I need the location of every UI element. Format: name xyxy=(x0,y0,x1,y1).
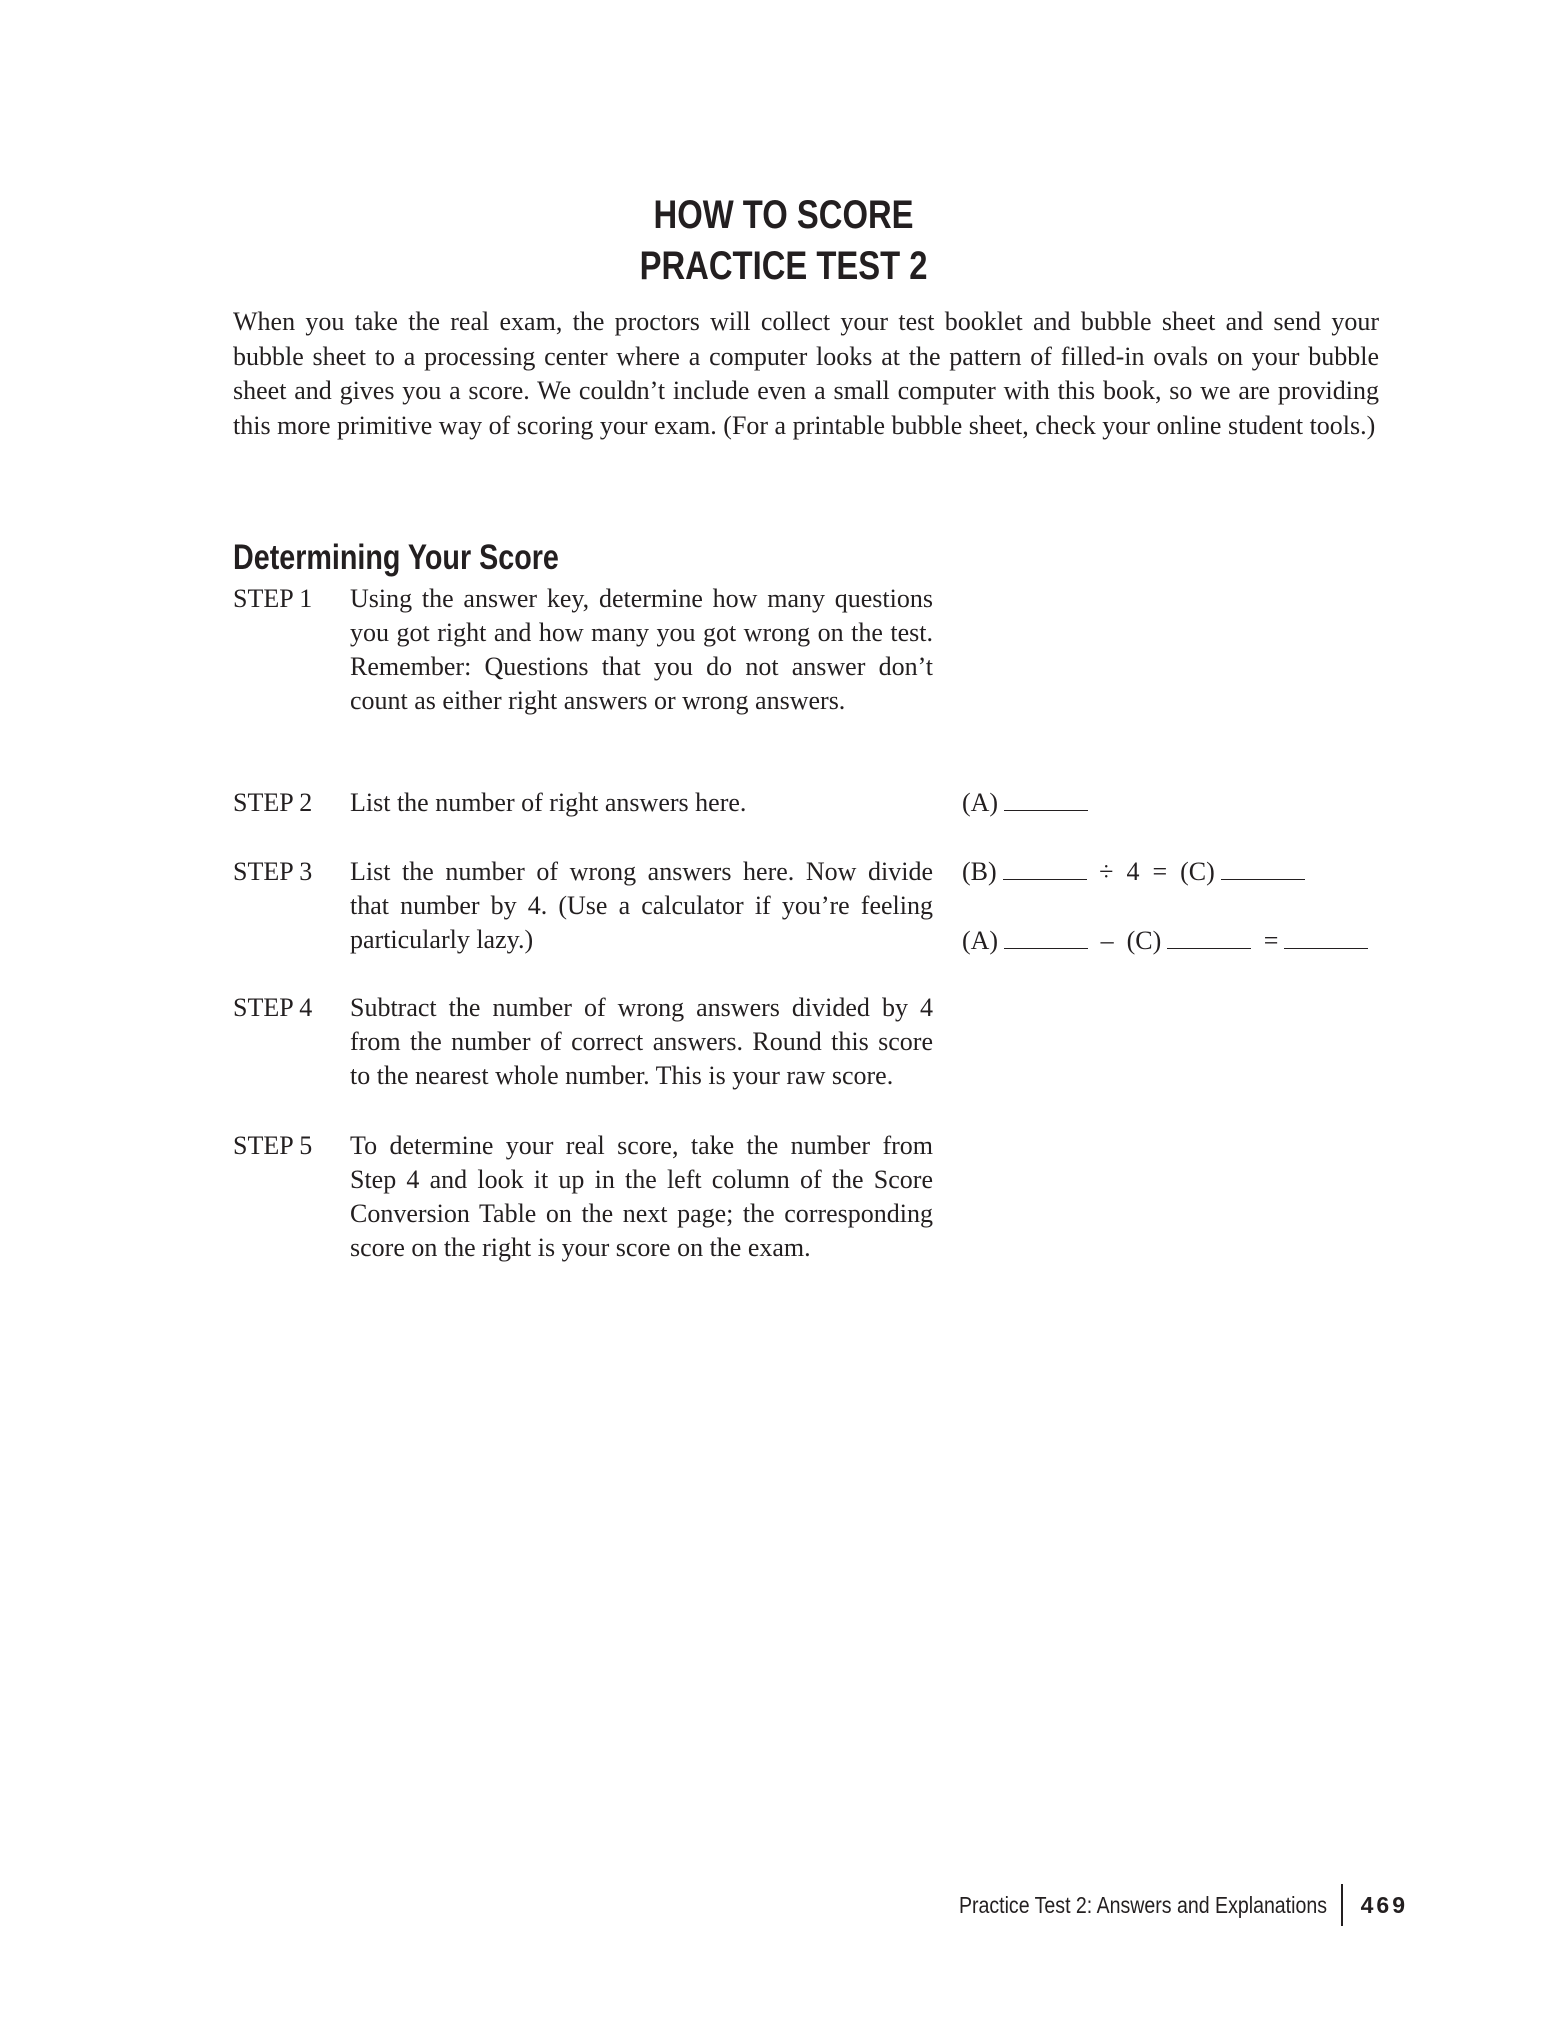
label-c: (C) xyxy=(1126,926,1162,955)
step-1 xyxy=(233,582,933,718)
blank-b[interactable] xyxy=(1003,859,1087,880)
section-heading: Determining Your Score xyxy=(233,538,559,577)
page-number: 469 xyxy=(1360,1891,1408,1918)
step-label: STEP 4 xyxy=(233,993,313,1022)
equals-sign: = xyxy=(1152,857,1168,886)
step-3 xyxy=(233,855,933,957)
footer-divider xyxy=(1341,1884,1343,1926)
calc-raw-score xyxy=(962,924,1374,958)
blank-result[interactable] xyxy=(1284,928,1368,949)
equals-sign: = xyxy=(1263,926,1279,955)
label-c: (C) xyxy=(1180,857,1215,886)
page-footer xyxy=(894,1884,1408,1926)
intro-paragraph: When you take the real exam, the proctors will collect your test booklet and bubble sheet and send your bubble sheet to a processing center where a computer looks at the pattern of filled-in ovals on your bubble sheet and gives you a score. We couldn’t include even a small computer with this book, so we are providing this more primitive way of scoring your exam. (For a printable bubble sheet, check your online student tools.) xyxy=(233,307,1379,440)
step-label: STEP 3 xyxy=(233,857,313,886)
step-text: To determine your real score, take the number from Step 4 and look it up in the left column of the Score Conversion Table on the next page; the corresponding score on the right is your score on the exam. xyxy=(350,1131,933,1262)
step-label: STEP 2 xyxy=(233,788,313,817)
step-4 xyxy=(233,991,933,1093)
page-title-line2: PRACTICE TEST 2 xyxy=(640,244,928,288)
step-text: List the number of right answers here. xyxy=(350,788,747,817)
label-b: (B) xyxy=(962,857,997,886)
step-text: List the number of wrong answers here. Now divide that number by 4. (Use a calculator if you’re feeling particularly lazy.) xyxy=(350,857,933,954)
blank-c[interactable] xyxy=(1221,859,1305,880)
step-5 xyxy=(233,1129,933,1265)
calc-right-answers xyxy=(962,786,1094,820)
step-text: Using the answer key, determine how many questions you got right and how many you got wrong on the test. Remember: Questions that you do not answer don’t count as either right answers or wrong answers. xyxy=(350,584,933,715)
minus-sign: – xyxy=(1100,926,1114,955)
step-text: Subtract the number of wrong answers divided by 4 from the number of correct answers. Round this score to the nearest whole number. This is your raw score. xyxy=(350,993,933,1090)
divisor: 4 xyxy=(1126,857,1140,886)
page-title-line1: HOW TO SCORE xyxy=(654,193,914,237)
blank-c2[interactable] xyxy=(1167,928,1251,949)
step-label: STEP 1 xyxy=(233,584,313,613)
blank-a[interactable] xyxy=(1004,790,1088,811)
label-a: (A) xyxy=(962,788,999,817)
step-label: STEP 5 xyxy=(233,1131,313,1160)
divide-sign: ÷ xyxy=(1099,857,1114,886)
step-2 xyxy=(233,786,933,820)
footer-running-title: Practice Test 2: Answers and Explanations xyxy=(958,1891,1327,1918)
calc-wrong-divided xyxy=(962,855,1311,889)
label-a: (A) xyxy=(962,926,999,955)
blank-a2[interactable] xyxy=(1004,928,1088,949)
